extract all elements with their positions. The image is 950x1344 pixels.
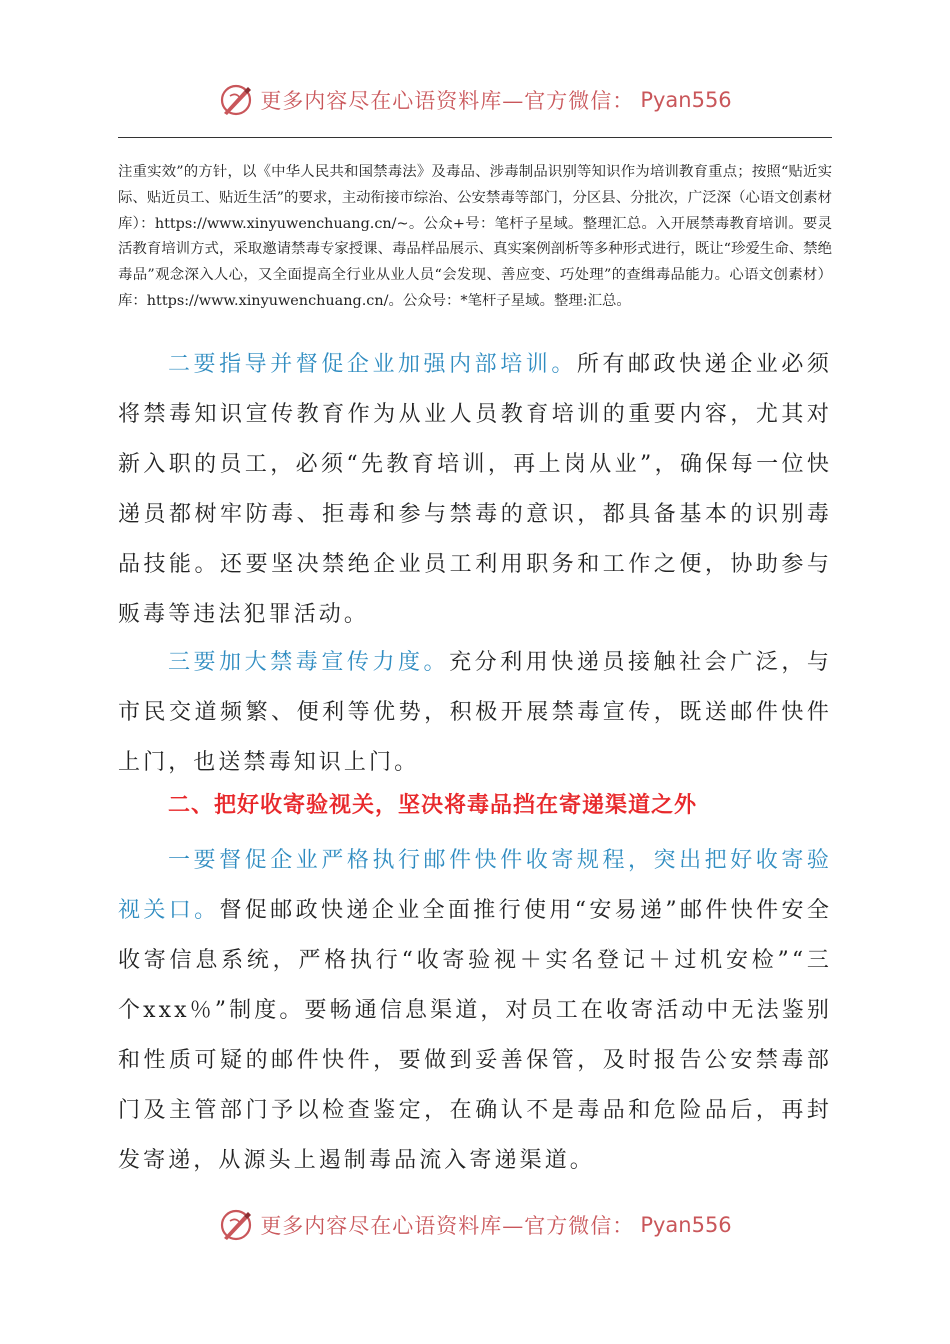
paragraph-inspection xyxy=(118,836,832,1186)
header-divider xyxy=(118,137,832,138)
paragraph-body: 督促邮政快递企业全面推行使用“安易递”邮件快件安全收寄信息系统，严格执行“收寄验视＋实名登记＋过机安检”“三个xxx％”制度。要畅通信息渠道，对员工在收寄活动中无法鉴别和性质可疑的邮件快件，要做到妥善保管，及时报告公安禁毒部门及主管部门予以检查鉴定，在确认不是毒品和危险品后，再封发寄递，从源头上遏制毒品流入寄递渠道。 xyxy=(118,898,833,1173)
paragraph-lead: 三要加大禁毒宣传力度。 xyxy=(168,650,450,675)
pen-logo-icon xyxy=(218,82,254,118)
pen-logo-icon xyxy=(218,1207,254,1243)
paragraph-body: 充分利用快递员接触社会广泛，与市民交道频繁、便利等优势，积极开展禁毒宣传，既送邮件快件上门，也送禁毒知识上门。 xyxy=(118,650,832,775)
paragraph-lead: 二要指导并督促企业加强内部培训。 xyxy=(168,352,577,377)
watermark-text: 更多内容尽在心语资料库—官方微信： xyxy=(260,89,635,113)
header-watermark xyxy=(0,82,950,118)
watermark-wechat-id: Pyan556 xyxy=(640,88,732,112)
watermark-text: 更多内容尽在心语资料库—官方微信： xyxy=(260,1214,635,1238)
section-heading: 二、把好收寄验视关，坚决将毒品挡在寄递渠道之外 xyxy=(168,793,698,818)
paragraph-training xyxy=(118,340,832,640)
paragraph-lead: 一要督促企业严格执行邮件快件收寄规程，突出把好收寄验视关口。 xyxy=(118,848,832,923)
paragraph-body: 所有邮政快递企业必须将禁毒知识宣传教育作为从业人员教育培训的重要内容，尤其对新入职的员工，必须“先教育培训，再上岗从业”，确保每一位快递员都树牢防毒、拒毒和参与禁毒的意识，都具备基本的识别毒品技能。还要坚决禁绝企业员工利用职务和工作之便，协助参与贩毒等违法犯罪活动。 xyxy=(118,352,832,627)
paragraph-publicity xyxy=(118,638,832,788)
intro-paragraph: 注重实效”的方针，以《中华人民共和国禁毒法》及毒品、涉毒制品识别等知识作为培训教育重点；按照“贴近实际、贴近员工、贴近生活”的要求，主动衔接市综治、公安禁毒等部门，分区县、分批次，广泛深（心语文创素材库）：https://www.xinyuwenchuang.cn/~。公众+号：笔杆子星域。整理汇总。入开展禁毒教育培训。要灵活教育培训方式，采取邀请禁毒专家授课、毒品样品展示、真实案例剖析等多种形式进行，既让“珍爱生命、禁绝毒品”观念深入人心，又全面提高全行业从业人员“会发现、善应变、巧处理”的查缉毒品能力。心语文创素材）库：https://www.xinyuwenchuang.cn/。公众号：*笔杆子星域。整理:汇总。 xyxy=(118,164,832,309)
watermark-wechat-id: Pyan556 xyxy=(640,1213,732,1237)
footer-watermark xyxy=(0,1207,950,1243)
